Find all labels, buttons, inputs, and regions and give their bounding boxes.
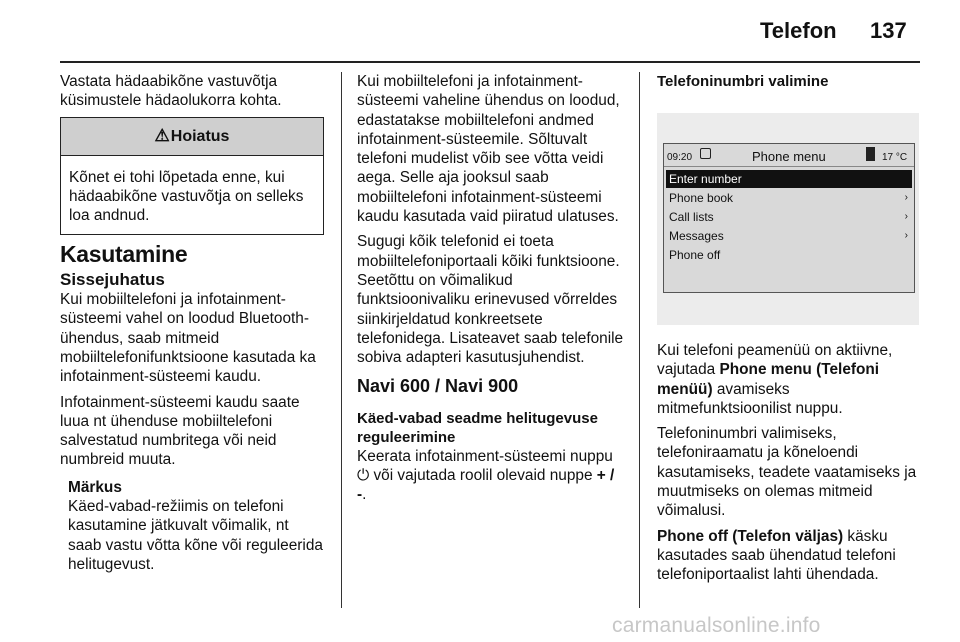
warning-title: Hoiatus <box>170 127 230 145</box>
text-run: käsku kasutades saab ühendatud telefoni telefoniportaalist lahti ühendada. <box>657 527 896 584</box>
screenshot-frame <box>657 113 919 325</box>
column-2 <box>357 72 627 511</box>
paragraph <box>657 341 922 418</box>
phone-signal-icon <box>866 147 875 161</box>
clock-icon <box>700 148 711 159</box>
paragraph: Kui mobiiltelefoni ja infotainment-süsteemi vaheline ühendus on loodud, edastatakse mobiiltelefoni andmed infotainment-süsteemile. Sõltuvalt telefoni mudelist võib see võtta veidi aega. Selle aja jooksul saab mobiiltelefoni infotainment-süsteemi kaudu kasutada vaid piiratud ulatuses. <box>357 73 620 226</box>
warning-body: Kõnet ei tohi lõpetada enne, kui hädaabikõne vastuvõtja on selleks loa andnud. <box>69 168 304 225</box>
text-run: või vajutada roolil olevaid nuppe <box>369 467 597 485</box>
column-divider-1 <box>341 72 342 608</box>
column-1 <box>60 72 324 574</box>
menu-item-label: Call lists <box>669 210 714 224</box>
menu-item-phone-book[interactable] <box>666 189 912 207</box>
column-3 <box>657 72 922 591</box>
dialing-title: Telefoninumbri valimine <box>657 73 829 90</box>
paragraph: Sugugi kõik telefonid ei toeta mobiiltelefoniportaali kõiki funktsioone. Seetõttu on võimalikud funktsioonivaliku erinevused võrreldes siinkirjeldatud konkreetsete telefonidega. Lisateavet saab telefonile sobiva adapteri kasutusjuhendist. <box>357 233 624 367</box>
menu-item-phone-off[interactable] <box>666 246 912 264</box>
page-header <box>0 0 960 62</box>
menu-term: Phone menu (Telefoni menüü) <box>657 361 880 398</box>
screen-temperature: 17 °C <box>882 152 908 163</box>
menu-item-call-lists[interactable] <box>666 208 912 226</box>
screen-time: 09:20 <box>667 152 693 163</box>
header-divider <box>60 61 920 63</box>
paragraph: Kui mobiiltelefoni ja infotainment-süsteemi vahel on loodud Bluetooth-ühendus, saab mitmeid mobiiltelefonifunktsioone kasutada ka infotainment-süsteemi kaudu. <box>60 291 316 386</box>
menu-item-label: Enter number <box>669 172 742 186</box>
page-number: 137 <box>870 18 907 43</box>
warning-header <box>61 118 323 156</box>
chevron-right-icon: › <box>904 192 908 203</box>
section-title: Kasutamine <box>60 240 188 267</box>
paragraph <box>657 527 922 585</box>
text-run: Keerata infotainment-süsteemi nuppu <box>357 447 613 465</box>
volume-subtitle: Käed-vabad seadme helitugevuse reguleerimine <box>357 409 598 446</box>
menu-item-messages[interactable] <box>666 227 912 245</box>
text-run: avamiseks mitmefunktsioonilist nuppu. <box>657 380 843 417</box>
screen-status-bar <box>664 144 914 167</box>
paragraph: Infotainment-süsteemi kaudu saate luua nt ühenduse mobiiltelefoni salvestatud numbritega või neid numbreid muuta. <box>60 393 300 469</box>
watermark: carmanualsonline.info <box>612 614 821 637</box>
subsection-title: Sissejuhatus <box>60 270 165 290</box>
paragraph: Telefoninumbri valimiseks, telefoniraamatu ja kõneloendi kasutamiseks, teadete vaatamiseks ja muutmiseks on olemas mitmeid võimalusi. <box>657 425 917 520</box>
chevron-right-icon: › <box>904 211 908 222</box>
navi-section-title: Navi 600 / Navi 900 <box>357 376 519 397</box>
screen-title: Phone menu <box>752 149 826 164</box>
menu-item-enter-number[interactable] <box>666 170 912 188</box>
menu-term: Phone off (Telefon väljas) <box>657 527 844 545</box>
menu-item-label: Phone off <box>669 248 721 262</box>
note-block <box>60 478 324 574</box>
column-divider-2 <box>639 72 640 608</box>
volume-paragraph <box>357 447 627 505</box>
button-label: + / - <box>357 467 615 504</box>
text-run: . <box>362 486 367 504</box>
intro-paragraph: Vastata hädaabikõne vastuvõtja küsimustele hädaolukorra kohta. <box>60 73 282 110</box>
phone-menu-screen <box>663 143 915 293</box>
warning-box <box>60 117 324 235</box>
header-title: Telefon <box>760 18 837 43</box>
menu-item-label: Messages <box>669 229 724 243</box>
note-title: Märkus <box>68 478 122 496</box>
chevron-right-icon: › <box>904 230 908 241</box>
power-knob-icon: ⏻ <box>357 467 370 485</box>
text-run: Kui telefoni peamenüü on aktiivne, vajutada <box>657 342 893 379</box>
menu-item-label: Phone book <box>669 191 734 205</box>
note-body: Käed-vabad-režiimis on telefoni kasutamine jätkuvalt võimalik, nt saab vastu võtta kõne või reguleerida helitugevust. <box>68 498 323 573</box>
warning-triangle-icon: ⚠ <box>154 125 170 145</box>
